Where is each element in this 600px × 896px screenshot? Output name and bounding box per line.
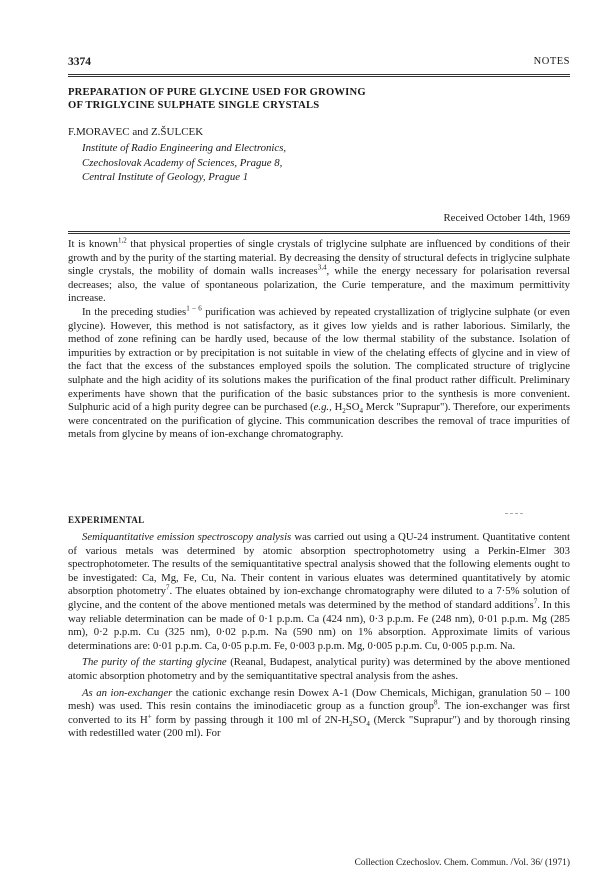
running-header [68,56,570,72]
experimental-paragraph-2 [68,656,570,683]
text-run: , while the energy necessary for polarisation reversal decreases; also, the value of spontaneous polarization, the Curie temperature, and the maximum permittivity increase. [68,265,571,305]
run-in-heading: As an ion-exchanger [82,686,173,699]
separator-rule-top [68,231,570,232]
affiliation-line: Central Institute of Geology, Prague 1 [82,171,249,183]
run-in-heading: Semiquantitative emission spectroscopy analysis [82,531,292,543]
section-heading-experimental: EXPERIMENTAL [68,515,145,525]
title-line-2: OF TRIGLYCINE SULPHATE SINGLE CRYSTALS [68,100,320,111]
text-run: SO [352,713,367,726]
header-rule-bottom [68,76,570,77]
journal-footer: Collection Czechoslov. Chem. Commun. /Vol. 36/ (1971) [354,858,570,868]
text-run: was carried out using a QU-24 instrument. Quantitative content of various metals was determined by atomic absorption spectrophotometry using a Perkin-Elmer 303 spectrophotometer. The results of the semiquantitative spectral analysis showed that the following elements ought to be investigated: Ca, Mg, Fe, Cu, Na. Their content in various eluates was determined quantitatively by atomic absorption photometry [68,531,570,598]
affiliation-line: Institute of Radio Engineering and Electronics, [82,142,287,154]
superscript: + [147,712,152,721]
text-run: e.g., [313,401,332,414]
text-run: form by passing through it 100 ml of 2N-H [151,713,350,726]
stray-pencil-mark [505,513,523,514]
received-date: Received October 14th, 1969 [443,212,570,224]
citation-ref: 1 – 6 [186,304,202,313]
citation-ref: 7 [165,583,170,592]
authors: F.MORAVEC and Z.ŠULCEK [68,126,204,138]
affiliations [82,141,502,185]
citation-ref: 1,2 [118,236,127,245]
citation-ref: 7 [533,597,538,606]
intro-paragraph-1 [68,238,570,306]
text-run: Merck "Suprapur"). Therefore, our experiments were concentrated on the purification of glycine. This communication describes the removal of trace impurities of metals from glycine by means of ion-exchange chromatography. [68,401,571,441]
text-run: (Reanal, Budapest, analytical purity) was determined by the above mentioned atomic absorption photometry and by the semiquantitative spectral analysis from the ashes. [68,656,570,682]
header-rule-top [68,74,570,75]
text-run: SO [345,401,360,414]
citation-ref: 8 [433,698,438,707]
introduction [68,238,570,442]
text-run: (Merck "Suprapur") and by thorough rinsing with redestilled water (200 ml). For [68,713,570,740]
subscript: 2 [342,407,346,416]
text-run: H [331,401,343,414]
text-run: In the preceding studies [82,305,187,318]
text-run: It is known [68,238,119,250]
citation-ref: 3,4 [317,263,327,272]
subscript: 4 [359,407,363,416]
subscript: 2 [349,719,353,728]
title-line-1: PREPARATION OF PURE GLYCINE USED FOR GROWING [68,87,366,98]
experimental-paragraph-3 [68,687,570,741]
experimental-section [68,531,570,741]
text-run: that physical properties of single crystals of triglycine sulphate are influenced by conditions of their growth and by the purity of the starting material. By decreasing the density of structural defects in triglycine sulphate single crystals, the mobility of domain walls increases [68,238,570,278]
separator-rule-bottom [68,233,570,234]
text-run: . The eluates obtained by ion-exchange chromatography were diluted to a 7·5% solution of glycine, and the content of the above mentioned metals was determined by the method of standard additions [68,585,570,611]
article-title [68,86,538,112]
text-run: . In this way reliable determination can be made of 0·1 p.p.m. Ca (424 nm), 0·3 p.p.m. Fe (248 nm), 0·01 p.p.m. Mg (285 nm), 0·2 p.p.m. Cu (325 nm), 0·02 p.p.m. Na (590 nm) on 1% absorption. Approximate limits of various determinations are: 0·01 p.p.m. Ca, 0·05 p.p.m. Fe, 0·003 p.p.m. Mg, 0·005 p.p.m. Cu, 0·005 p.p.m. Na. [68,598,570,652]
section-name: NOTES [533,56,570,67]
page-number: 3374 [68,56,91,68]
text-run: the cationic exchange resin Dowex A-1 (Dow Chemicals, Michigan, granulation 50 – 100 mesh) was used. This resin contains the iminodiacetic group as a function group [68,686,570,713]
experimental-paragraph-1 [68,531,570,653]
run-in-heading: The purity of the starting glycine [82,656,227,669]
text-run: . The ion-exchanger was first converted to its H [68,700,570,726]
subscript: 4 [366,719,370,728]
affiliation-line: Czechoslovak Academy of Sciences, Prague 8, [82,156,283,169]
text-run: purification was achieved by repeated crystallization of triglycine sulphate (or even glycine). However, this method is not satisfactory, as it gives low yields and is rather laborious. Similarly, the method of zone refining can be hardly used, because of the low thermal stability of the substance. Isolation of impurities by extraction or by precipitation is not suitable in view of the chelating effects of glycine and in view of the fact that the excess of the substances employed spoils the solution. The complicated structure of triglycine sulphate and the high acidity of its solutions makes the purification of the final product rather difficult. Preliminary experiments have shown that the purification of the basic substances prior to the synthesis is more convenient. Sulphuric acid of a high purity degree can be purchased ( [68,305,570,414]
intro-paragraph-2 [68,306,570,442]
